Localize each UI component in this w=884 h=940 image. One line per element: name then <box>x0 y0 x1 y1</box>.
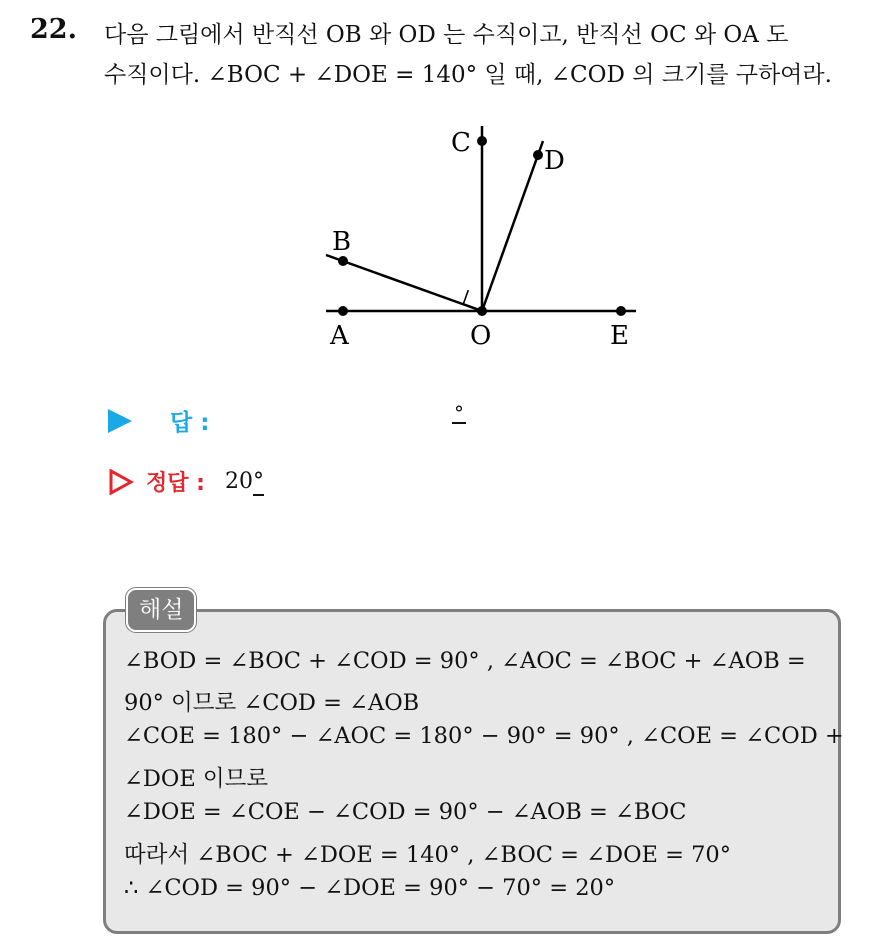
answer-blank[interactable]: ° <box>454 401 464 425</box>
point-C <box>477 136 487 146</box>
question-number: 22. <box>30 14 77 45</box>
geometry-figure <box>310 124 650 354</box>
question-text-line-1: 다음 그림에서 반직선 OB 와 OD 는 수직이고, 반직선 OC 와 OA 도 <box>104 22 789 48</box>
label-E: E <box>610 321 629 351</box>
point-D <box>533 150 543 160</box>
correct-answer-label: 정답 : <box>146 471 205 496</box>
label-B: B <box>332 227 352 257</box>
label-D: D <box>544 146 565 176</box>
label-C: C <box>451 128 471 158</box>
play-triangle-icon <box>108 409 132 433</box>
point-A <box>338 306 348 316</box>
answer-label: 답 : <box>170 410 210 436</box>
solution-line-4: ∠DOE 이므로 <box>124 766 269 792</box>
solution-tag: 해설 <box>126 588 196 632</box>
question-text-line-2: 수직이다. ∠BOC + ∠DOE = 140° 일 때, ∠COD 의 크기를 구하여라. <box>104 62 832 88</box>
solution-line-5: ∠DOE = ∠COE − ∠COD = 90° − ∠AOB = ∠BOC <box>124 799 687 825</box>
solution-line-3: ∠COE = 180° − ∠AOC = 180° − 90° = 90° , ∠COE = ∠COD + <box>124 723 844 749</box>
point-B <box>338 256 348 266</box>
solution-line-2: 90° 이므로 ∠COD = ∠AOB <box>124 690 420 716</box>
label-A: A <box>330 321 349 351</box>
solution-line-1: ∠BOD = ∠BOC + ∠COD = 90° , ∠AOC = ∠BOC + ∠AOB = <box>124 648 806 674</box>
ray-OD <box>482 141 543 311</box>
label-O: O <box>470 321 492 351</box>
ray-OB <box>326 255 482 311</box>
outline-triangle-icon <box>108 469 134 495</box>
answer-row <box>108 404 209 437</box>
point-O <box>477 306 487 316</box>
correct-value-number: 20 <box>224 469 253 494</box>
solution-line-7: ∴ ∠COD = 90° − ∠DOE = 90° − 70° = 20° <box>124 875 616 901</box>
correct-value-unit: ° <box>252 469 264 494</box>
correct-answer-value <box>225 469 264 494</box>
point-E <box>616 306 626 316</box>
solution-line-6: 따라서 ∠BOC + ∠DOE = 140° , ∠BOC = ∠DOE = 70° <box>124 842 731 868</box>
correct-answer-row <box>108 466 264 497</box>
